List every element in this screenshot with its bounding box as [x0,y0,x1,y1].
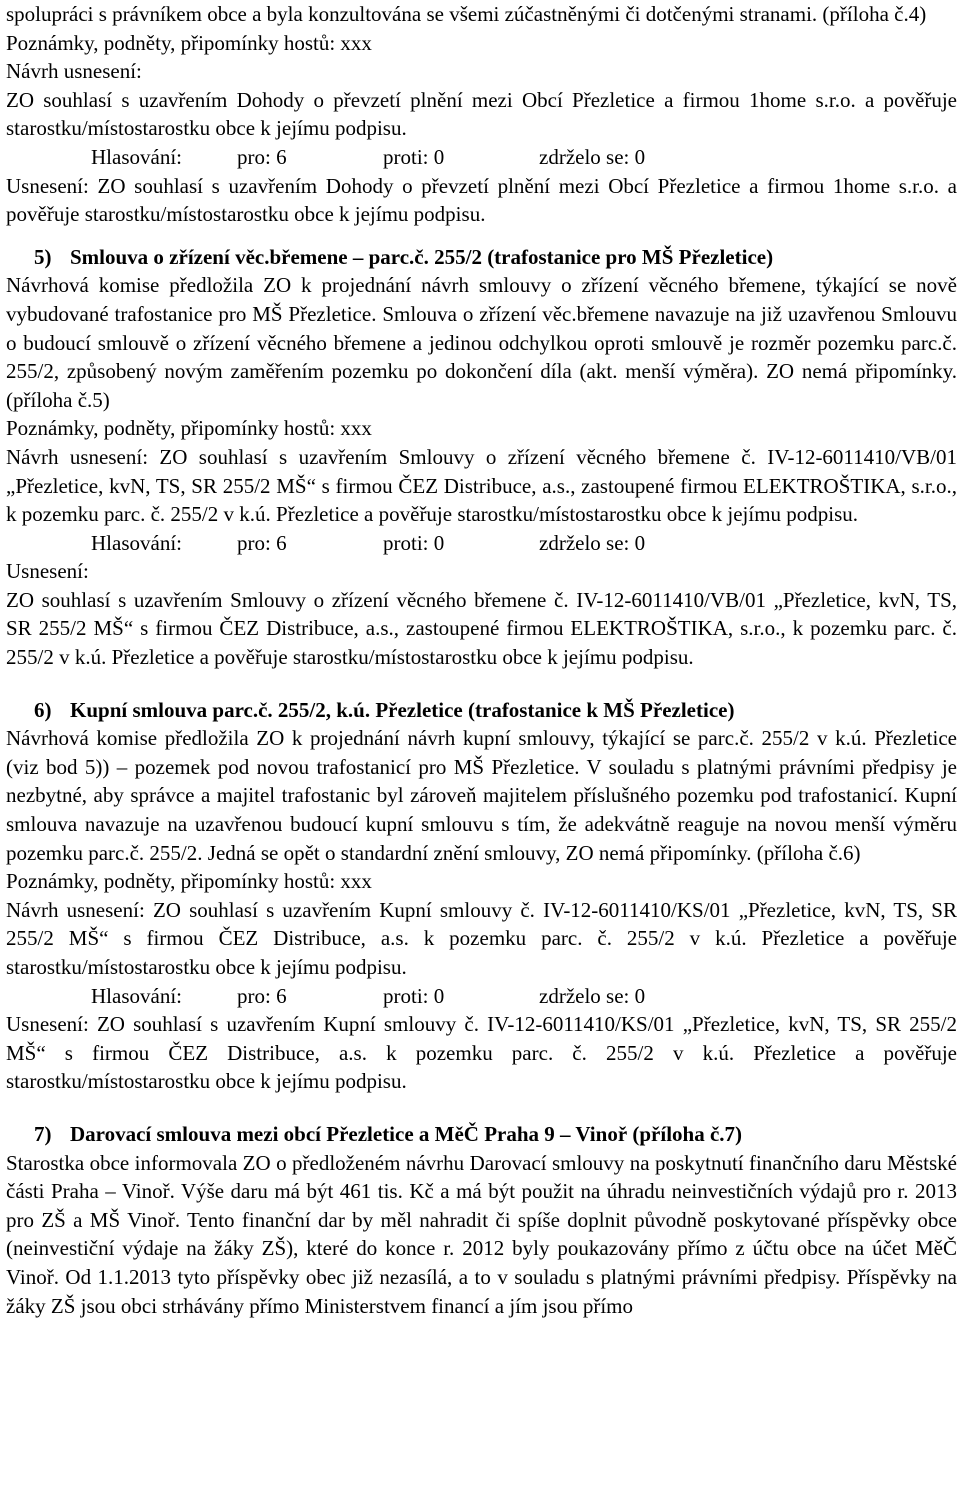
vote-proti: proti: 0 [383,144,445,169]
intro-proposal-label: Návrh usnesení: [6,59,142,84]
vote-proti: proti: 0 [383,530,445,555]
intro-notes: Poznámky, podněty, připomínky hostů: xxx [6,30,372,55]
section-5-vote [6,529,957,558]
section-title: Darovací smlouva mezi obcí Přezletice a MěČ Praha 9 – Vinoř (příloha č.7) [70,1121,743,1146]
proposal-text: ZO souhlasí s uzavřením Kupní smlouvy č. IV-12-6011410/KS/01 „Přezletice, kvN, TS, SR 255/2 MŠ“ s firmou ČEZ Distribuce, a.s. k pozemku parc. č. 255/2 v k.ú. Přezletice a pověřuje starostku/místostarostku obce k jejímu podpisu. [6,897,957,979]
intro-vote [6,143,957,172]
vote-pro: pro: 6 [237,144,287,169]
section-title: Kupní smlouva parc.č. 255/2, k.ú. Přezletice (trafostanice k MŠ Přezletice) [70,697,735,722]
intro-resolution [6,172,957,229]
section-5-proposal [6,443,957,529]
intro-paragraph: spolupráci s právníkem obce a byla konzultována se všemi zúčastněnými či dotčenými stranami. (příloha č.4) [6,2,927,26]
section-number: 5) [34,244,52,269]
section-number: 7) [34,1121,52,1146]
vote-pro: pro: 6 [237,530,287,555]
vote-label: Hlasování: [91,530,182,555]
section-6-heading [6,696,957,725]
vote-zdrzelo: zdrželo se: 0 [539,144,646,169]
intro-proposal-text: ZO souhlasí s uzavřením Dohody o převzetí plnění mezi Obcí Přezletice a firmou 1home s.r.o. a pověřuje starostku/místostarostku obce k jejímu podpisu. [6,87,957,141]
section-5-resolution-label: Usnesení: [6,559,89,584]
proposal-label: Návrh usnesení: [6,897,145,922]
resolution-text: ZO souhlasí s uzavřením Dohody o převzetí plnění mezi Obcí Přezletice a firmou 1home s.r.o. a pověřuje starostku/místostarostku obce k jejímu podpisu. [6,173,957,227]
section-5-heading [6,243,957,272]
vote-label: Hlasování: [91,144,182,169]
vote-proti: proti: 0 [383,983,445,1008]
vote-zdrzelo: zdrželo se: 0 [539,983,646,1008]
section-6-proposal [6,896,957,982]
section-6-notes: Poznámky, podněty, připomínky hostů: xxx [6,869,372,894]
vote-label: Hlasování: [91,983,182,1008]
section-number: 6) [34,697,52,722]
section-7-body: Starostka obce informovala ZO o předloženém návrhu Darovací smlouvy na poskytnutí finančního daru Městské části Praha – Vinoř. Výše daru má být 461 tis. Kč a má být použit na úhradu neinvestičních výdajů pro r. 2013 pro ZŠ a MŠ Vinoř. Tento finanční dar by měl nahradit či spíše doplnit původně poskytované příspěvky obce (neinvestiční výdaje na žáky ZŠ), které do konce r. 2012 byly poukazovány přímo z účtu obce na účet MěČ Vinoř. Od 1.1.2013 tyto příspěvky obec již nezasílá, a to v souladu s platnými právními předpisy. Příspěvky na žáky ZŠ jsou obci strhávány přímo Ministerstvem financí a jím jsou přímo [6,1150,957,1318]
section-5-resolution-text: ZO souhlasí s uzavřením Smlouvy o zřízení věcného břemene č. IV-12-6011410/VB/01 „Přezletice, kvN, TS, SR 255/2 MŠ“ s firmou ČEZ Distribuce, a.s., zastoupené firmou ELEKTROŠTIKA, s.r.o., k pozemku parc. č. 255/2 v k.ú. Přezletice a pověřuje starostku/místostarostku obce k jejímu podpisu. [6,587,957,670]
vote-pro: pro: 6 [237,983,287,1008]
section-title: Smlouva o zřízení věc.břemene – parc.č. 255/2 (trafostanice pro MŠ Přezletice) [70,244,774,269]
section-6-resolution [6,1010,957,1096]
section-5-body: Návrhová komise předložila ZO k projednání návrh smlouvy o zřízení věcného břemene, týkající se nově vybudované trafostanice pro MŠ Přezletice. Smlouva o zřízení věc.břemene navazuje na již uzavřenou Smlouvu o budoucí smlouvě o zřízení věcného břemene a jedinou odchylkou oproti smlouvě je rozměr pozemku parc.č. 255/2, způsobený novým zaměřením pozemku po dokončení díla (akt. menší výměra). ZO nemá připomínky. (příloha č.5) [6,273,957,412]
resolution-label: Usnesení: [6,1012,89,1037]
resolution-label: Usnesení: [6,173,89,198]
resolution-text: ZO souhlasí s uzavřením Kupní smlouvy č. IV-12-6011410/KS/01 „Přezletice, kvN, TS, SR 255/2 MŠ“ s firmou ČEZ Distribuce, a.s. k pozemku parc. č. 255/2 v k.ú. Přezletice a pověřuje starostku/místostarostku obce k jejímu podpisu. [6,1012,957,1094]
section-6-body: Návrhová komise předložila ZO k projednání návrh kupní smlouvy, týkající se parc.č. 255/2 v k.ú. Přezletice (viz bod 5)) – pozemek pod novou trafostanicí pro MŠ Přezletice. V souladu s platnými právními předpisy je nezbytné, aby správce a majitel trafostanic byl zároveň majitelem příslušného pozemku pod trafostanicí. Kupní smlouva navazuje na uzavřenou budoucí kupní smlouvu s tím, že adekvátně reaguje na novou menší výměru pozemku parc.č. 255/2. Jedná se opět o standardní znění smlouvy, ZO nemá připomínky. (příloha č.6) [6,726,957,865]
vote-zdrzelo: zdrželo se: 0 [539,530,646,555]
section-5-notes: Poznámky, podněty, připomínky hostů: xxx [6,416,372,441]
section-7-heading [6,1120,957,1149]
section-6-vote [6,982,957,1011]
proposal-text: ZO souhlasí s uzavřením Smlouvy o zřízení věcného břemene č. IV-12-6011410/VB/01 „Přezletice, kvN, TS, SR 255/2 MŠ“ s firmou ČEZ Distribuce, a.s., zastoupené firmou ELEKTROŠTIKA, s.r.o., k pozemku parc. č. 255/2 v k.ú. Přezletice a pověřuje starostku/místostarostku obce k jejímu podpisu. [6,444,957,527]
proposal-label: Návrh usnesení: [6,444,149,469]
